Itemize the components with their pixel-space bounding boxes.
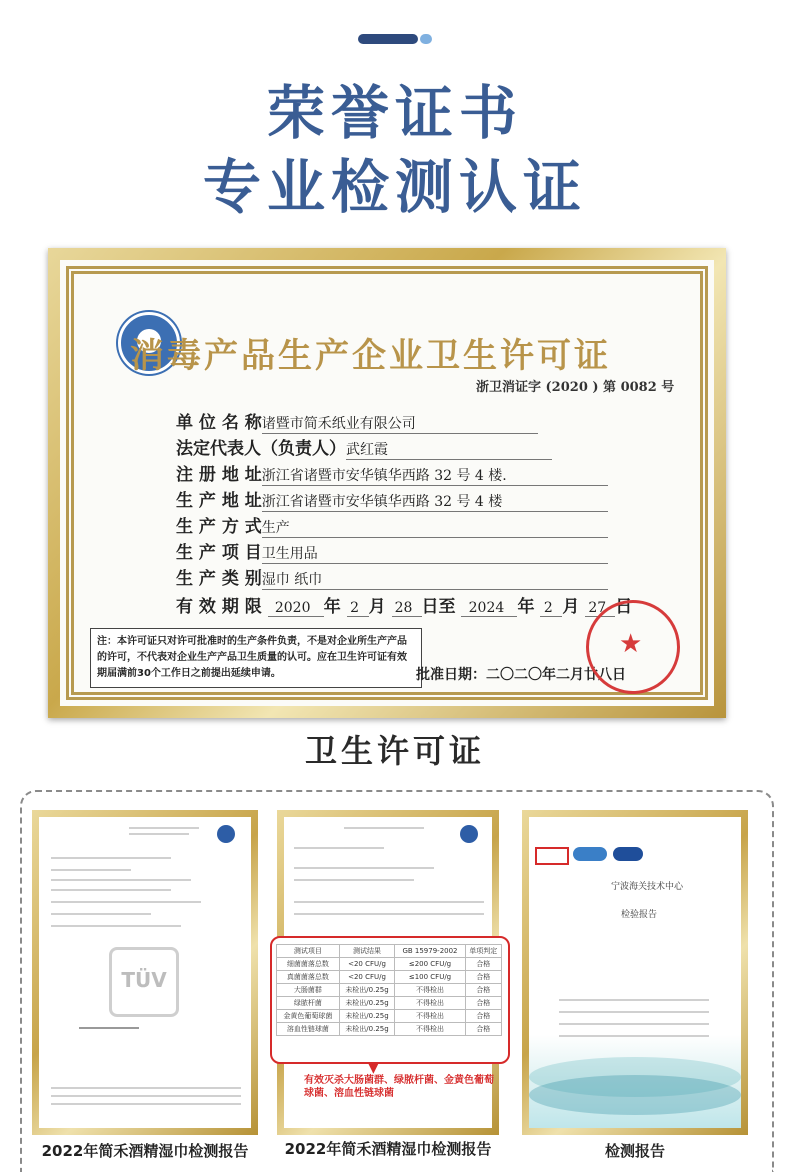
field-row: 生 产 地 址浙江省诸暨市安华镇华西路 32 号 4 楼 [176, 486, 608, 512]
report-caption-3: 检测报告 [604, 1142, 665, 1160]
header-accent [358, 34, 432, 44]
agency-name: 宁波海关技术中心 [611, 882, 684, 892]
report-image-3 [522, 810, 748, 1135]
certificate-note: 注：本许可证只对许可批准时的生产条件负责，不是对企业所生产产品的许可，不代表对企业生产产品卫生质量的认可。应在卫生许可证有效期届满前30个工作日之前提出延续申请。 [90, 628, 422, 688]
field-row: 生 产 方 式生产 [176, 512, 608, 538]
cnas-logo-icon [613, 847, 643, 861]
ilac-logo-icon [573, 847, 607, 861]
certificate-caption: 卫生许可证 [304, 732, 485, 770]
report-caption-1: 2022年简禾酒精湿巾检测报告 [41, 1142, 249, 1160]
certificate-number: 浙卫消证字 (2020 ) 第 0082 号 [476, 380, 675, 395]
field-row: 法定代表人（负责人）武红霞 [176, 434, 552, 460]
down-arrow-icon: ▼ [368, 1060, 379, 1076]
field-row: 生 产 类 别湿巾 纸巾 [176, 564, 608, 590]
tuv-badge-icon [460, 825, 478, 843]
approval-date: 批准日期：二〇二〇年二月廿八日 [416, 667, 626, 683]
field-row: 注 册 地 址浙江省诸暨市安华镇华西路 32 号 4 楼. [176, 460, 608, 486]
tuv-watermark-icon: TÜV [109, 947, 179, 1017]
highlight-text: 有效灭杀大肠菌群、绿脓杆菌、金黄色葡萄球菌、溶血性链球菌 [304, 1075, 494, 1099]
official-red-seal-icon: ★ [586, 600, 680, 694]
field-row: 生 产 项 目卫生用品 [176, 538, 608, 564]
test-results-table: 测试项目 测试结果 GB 15979-2002 单项判定 细菌菌落总数 <20 CFU/g ≤200 CFU/g 合格 真菌菌落总数 <20 CFU/g ≤100 CFU/g 合格 大肠菌群 未检出/0.25g 不得检出 合格 绿脓杆菌 未检出/0.25g 不得检出 合格 金黄色葡萄球菌 未检出/0.25g 不得检出 合格 溶血性链球菌 未检出/0.25g 不得检出 合格 [276, 944, 502, 1036]
report-image-1 [32, 810, 258, 1135]
decorative-wave [529, 1075, 741, 1115]
report-caption-2: 2022年简禾酒精湿巾检测报告 [284, 1140, 492, 1158]
tuv-badge-icon [217, 825, 235, 843]
certificate-title: 消毒产品生产企业卫生许可证 [130, 336, 611, 376]
test-results-highlight [270, 936, 510, 1064]
page-title: 荣誉证书 [266, 79, 523, 147]
field-row: 单 位 名 称诸暨市简禾纸业有限公司 [176, 408, 538, 434]
page-subtitle: 专业检测认证 [202, 153, 587, 221]
cma-logo-icon [535, 847, 569, 865]
validity-row: 有 效 期 限 2020 年 2 月 28 日至 2024 年 2 月 27 日 [176, 597, 633, 617]
report-doc-title: 检验报告 [621, 910, 658, 920]
